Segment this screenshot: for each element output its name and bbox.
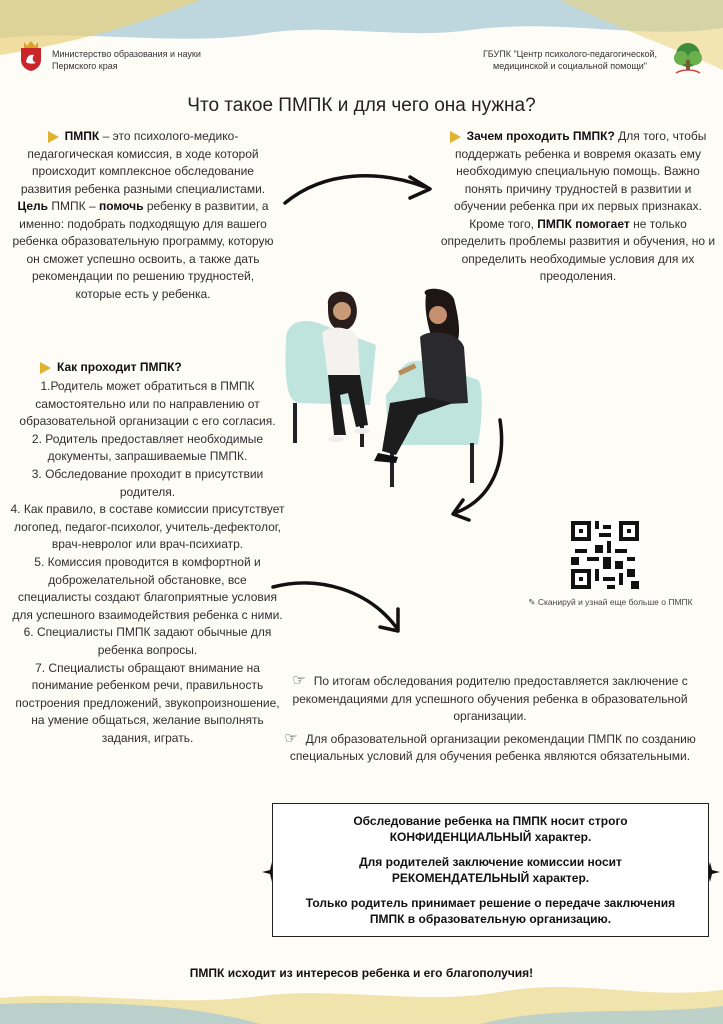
footer-slogan: ПМПК исходит из интересов ребенка и его благополучия! bbox=[189, 966, 534, 980]
why-pmpk-helps: ПМПК помогает bbox=[537, 216, 630, 231]
center-name: ГБУПК "Центр психолого-педагогической, медицинской и социальной помощи" bbox=[482, 49, 658, 71]
goal-label: Цель bbox=[17, 199, 49, 213]
curved-arrow-right-icon bbox=[268, 575, 408, 640]
goal-help: помочь bbox=[98, 199, 144, 213]
notice-box bbox=[272, 803, 709, 937]
goal-mid: ПМПК – bbox=[48, 199, 99, 213]
ministry-name: Министерство образования и науки Пермского края bbox=[52, 49, 201, 71]
qr-caption-text: Сканируй и узнай еще больше о ПМПК bbox=[537, 597, 693, 607]
intro-block bbox=[12, 128, 274, 303]
arrow-bullet-icon bbox=[40, 362, 51, 374]
qr-code[interactable] bbox=[571, 520, 639, 590]
perm-krai-coat-of-arms-icon bbox=[18, 40, 44, 72]
consultation-illustration bbox=[278, 285, 488, 490]
qr-caption: ✎ Сканируй и узнай еще больше о ПМПК bbox=[528, 597, 693, 607]
notice-line-2: Для родителей заключение комиссии носит РЕКОМЕНДАТЕЛЬНЫЙ характер. bbox=[359, 855, 622, 885]
list-item: 2. Родитель предоставляет необходимые документы, запрашиваемые ПМПК. bbox=[31, 431, 264, 464]
list-item: 1.Родитель может обратиться в ПМПК самостоятельно или по направлению от образовательной организации с его согласия. bbox=[19, 379, 276, 429]
arrow-bullet-icon bbox=[450, 131, 461, 143]
page-title: Что такое ПМПК и для чего она нужна? bbox=[187, 95, 536, 116]
tree-logo-icon bbox=[668, 40, 708, 76]
pointing-hand-icon: ☞ bbox=[284, 729, 298, 747]
list-item: 6. Специалисты ПМПК задают обычные для ребенка вопросы. bbox=[23, 625, 272, 657]
pointing-hand-icon: ☞ bbox=[292, 672, 306, 689]
intro-definition: – это психолого-медико-педагогическая комиссия, в ходе которой происходит комплексное обследование развития ребенка разными специалистами. bbox=[20, 129, 266, 196]
how-heading-row bbox=[40, 360, 182, 374]
list-item: 5. Комиссия проводится в комфортной и доброжелательной обстановке, все специалисты создают благоприятные условия для успешного взаимодействия ребенка с ними. bbox=[12, 554, 283, 622]
list-item: 7. Специалисты обращают внимание на понимание ребенком речи, правильность построения предложений, звукопроизношение, на умение общаться, желание выполнять задания, играть. bbox=[15, 660, 280, 745]
conclusion-text-2: Для образовательной организации рекомендации ПМПК по созданию специальных условий для обучения ребенка являются обязательными. bbox=[289, 731, 696, 763]
why-text-1: Для того, чтобы поддержать ребенка и вовремя оказать ему необходимую специальную помощь. Важно понять причину трудностей в развитии и обучении ребенка при их первых признаках. Кроме того, bbox=[454, 129, 707, 231]
conclusion-block bbox=[270, 672, 710, 766]
intro-term: ПМПК bbox=[64, 129, 100, 143]
curved-arrow-icon bbox=[280, 165, 440, 210]
list-item: 4. Как правило, в составе комиссии присутствует логопед, педагог-психолог, учитель-дефектолог, врач-невролог или врач-психиатр. bbox=[10, 502, 285, 552]
list-item: 3. Обследование проходит в присутствии родителя. bbox=[31, 466, 264, 499]
goal-text: ребенку в развитии, а именно: подобрать подходящую для вашего ребенка образовательную программу, которую он сможет успешно освоить, а также дать рекомендации по решению трудностей, которые есть у ребенка. bbox=[12, 199, 274, 301]
conclusion-text-1: По итогам обследования родителю предоставляется заключение с рекомендациями для успешного обучения ребенка в образовательной организации. bbox=[292, 674, 688, 723]
why-heading: Зачем проходить ПМПК? bbox=[466, 129, 615, 143]
notice-line-1: Обследование ребенка на ПМПК носит строго КОНФИДЕНЦИАЛЬНЫЙ характер. bbox=[353, 814, 628, 844]
why-block bbox=[440, 128, 716, 286]
arrow-bullet-icon bbox=[48, 131, 59, 143]
notice-line-3: Только родитель принимает решение о передаче заключения ПМПК в образовательную организацию. bbox=[305, 896, 676, 926]
how-heading: Как проходит ПМПК? bbox=[57, 360, 182, 374]
how-steps-list bbox=[10, 378, 285, 747]
why-text-2: не только определить проблемы развития и обучения, но и определить необходимые условия для их преодоления. bbox=[440, 216, 716, 283]
